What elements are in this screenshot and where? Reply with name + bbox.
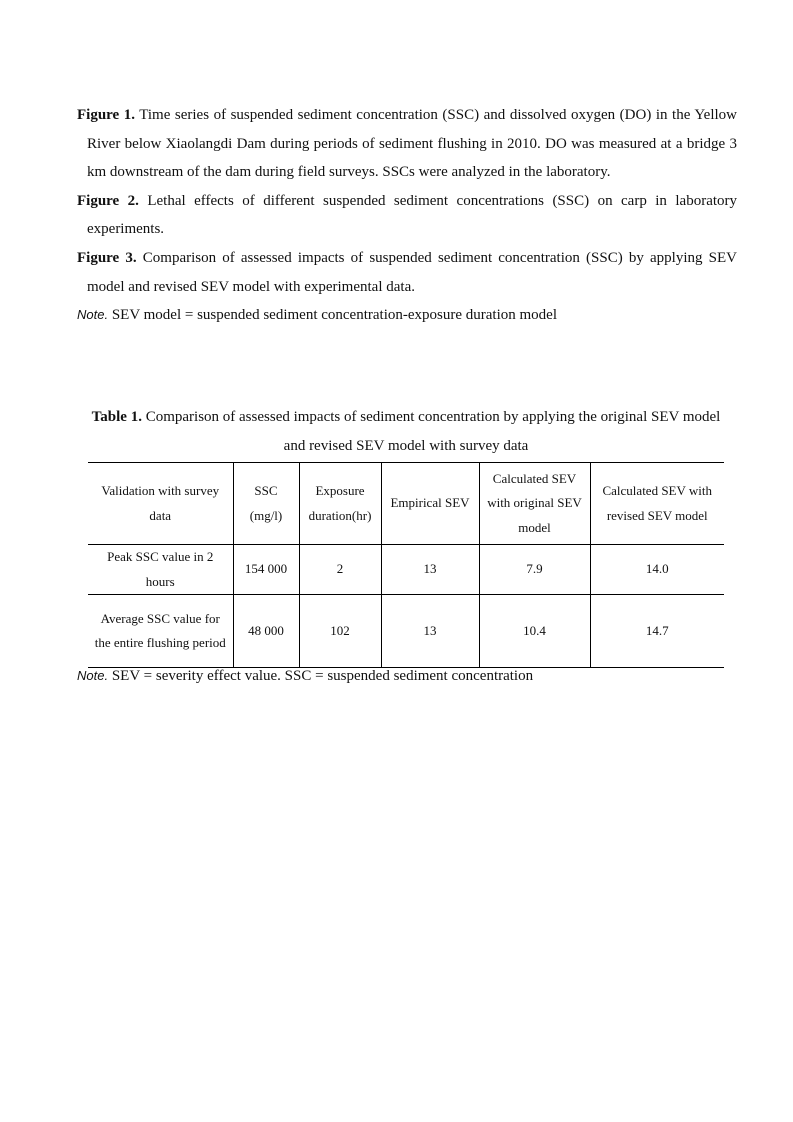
- figure-captions: [77, 101, 737, 330]
- table-note-text: SEV = severity effect value. SSC = suspended sediment concentration: [108, 668, 534, 684]
- figure-3-label: Figure 3.: [77, 249, 137, 266]
- figure-2-label: Figure 2.: [77, 192, 139, 209]
- figure-2-text: Lethal effects of different suspended sediment concentrations (SSC) on carp in laboratory experiments.: [87, 192, 738, 238]
- column-header: Exposure duration(hr): [299, 463, 381, 545]
- figure-1-caption: [77, 101, 737, 187]
- figure-note: [77, 301, 737, 330]
- figure-1-label: Figure 1.: [77, 107, 135, 123]
- table-cell: 48 000: [233, 595, 299, 668]
- table-row: [88, 595, 724, 668]
- column-header: Calculated SEV with original SEV model: [479, 463, 590, 545]
- figure-note-text: SEV model = suspended sediment concentration-exposure duration model: [108, 307, 557, 324]
- table-cell: 7.9: [479, 545, 590, 595]
- table-header-row: [88, 463, 724, 545]
- table-title-text: Comparison of assessed impacts of sediment concentration by applying the original SEV model and revised SEV model with survey data: [141, 409, 721, 454]
- table-cell: Peak SSC value in 2 hours: [88, 545, 233, 595]
- table-note: [77, 665, 737, 687]
- table-cell: 13: [381, 595, 479, 668]
- table-row: [88, 545, 724, 595]
- column-header: Empirical SEV: [381, 463, 479, 545]
- table-cell: 14.0: [590, 545, 724, 595]
- figure-note-label: Note.: [77, 307, 109, 323]
- table-label: Table 1.: [91, 409, 142, 425]
- table-cell: 10.4: [479, 595, 590, 668]
- table-cell: Average SSC value for the entire flushing period: [88, 595, 233, 668]
- column-header: Calculated SEV with revised SEV model: [590, 463, 724, 545]
- figure-3-caption: [77, 244, 737, 301]
- table-note-label: Note.: [77, 668, 109, 683]
- figure-3-text: Comparison of assessed impacts of suspended sediment concentration (SSC) by applying SEV model and revised SEV model with experimental data.: [87, 249, 737, 295]
- column-header: SSC (mg/l): [233, 463, 299, 545]
- figure-2-caption: [77, 187, 737, 244]
- table-cell: 13: [381, 545, 479, 595]
- table-title: [88, 403, 724, 460]
- sev-comparison-table: [88, 462, 724, 668]
- column-header: Validation with survey data: [88, 463, 233, 545]
- table-cell: 14.7: [590, 595, 724, 668]
- table-cell: 2: [299, 545, 381, 595]
- table-cell: 154 000: [233, 545, 299, 595]
- table-cell: 102: [299, 595, 381, 668]
- figure-1-text: Time series of suspended sediment concentration (SSC) and dissolved oxygen (DO) in the Yellow River below Xiaolangdi Dam during periods of sediment flushing in 2010. DO was measured at a bridge 3 km downstream of the dam during field surveys. SSCs were analyzed in the laboratory.: [87, 107, 737, 181]
